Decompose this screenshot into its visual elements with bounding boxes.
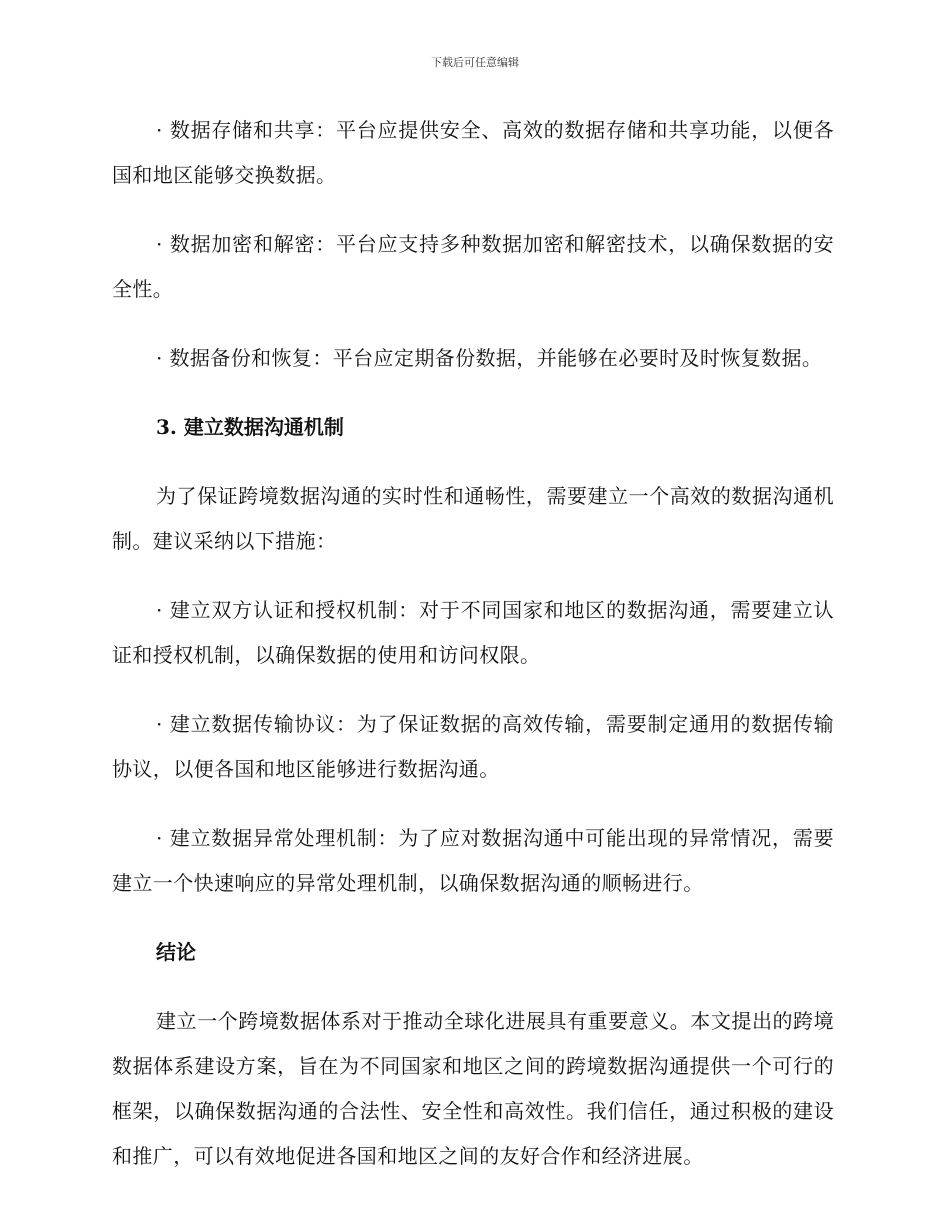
bullet-data-backup: · 数据备份和恢复：平台应定期备份数据，并能够在必要时及时恢复数据。	[156, 346, 823, 370]
document-body	[112, 108, 834, 1203]
bullet-data-storage-sharing: · 数据存储和共享：平台应提供安全、高效的数据存储和共享功能，以便各国和地区能够交换数据。	[112, 118, 834, 187]
bullet-transfer-protocol: · 建立数据传输协议：为了保证数据的高效传输，需要制定通用的数据传输协议，以便各国和地区能够进行数据沟通。	[112, 712, 834, 781]
section-heading-conclusion: 结论	[156, 940, 196, 964]
section-heading-communication-mechanism: 3. 建立数据沟通机制	[156, 415, 344, 439]
bullet-data-encryption: · 数据加密和解密：平台应支持多种数据加密和解密技术，以确保数据的安全性。	[112, 232, 834, 301]
bullet-exception-handling: · 建立数据异常处理机制：为了应对数据沟通中可能出现的异常情况，需要建立一个快速响应的异常处理机制，以确保数据沟通的顺畅进行。	[112, 826, 834, 895]
bullet-auth-mechanism: · 建立双方认证和授权机制：对于不同国家和地区的数据沟通，需要建立认证和授权机制，以确保数据的使用和访问权限。	[112, 598, 834, 667]
page-header: 下载后可任意编辑	[431, 56, 519, 69]
paragraph-conclusion: 建立一个跨境数据体系对于推动全球化进展具有重要意义。本文提出的跨境数据体系建设方案，旨在为不同国家和地区之间的跨境数据沟通提供一个可行的框架，以确保数据沟通的合法性、安全性和高效性。我们信任，通过积极的建设和推广，可以有效地促进各国和地区之间的友好合作和经济进展。	[112, 1009, 834, 1168]
paragraph-communication-intro: 为了保证跨境数据沟通的实时性和通畅性，需要建立一个高效的数据沟通机制。建议采纳以下措施：	[112, 484, 834, 553]
